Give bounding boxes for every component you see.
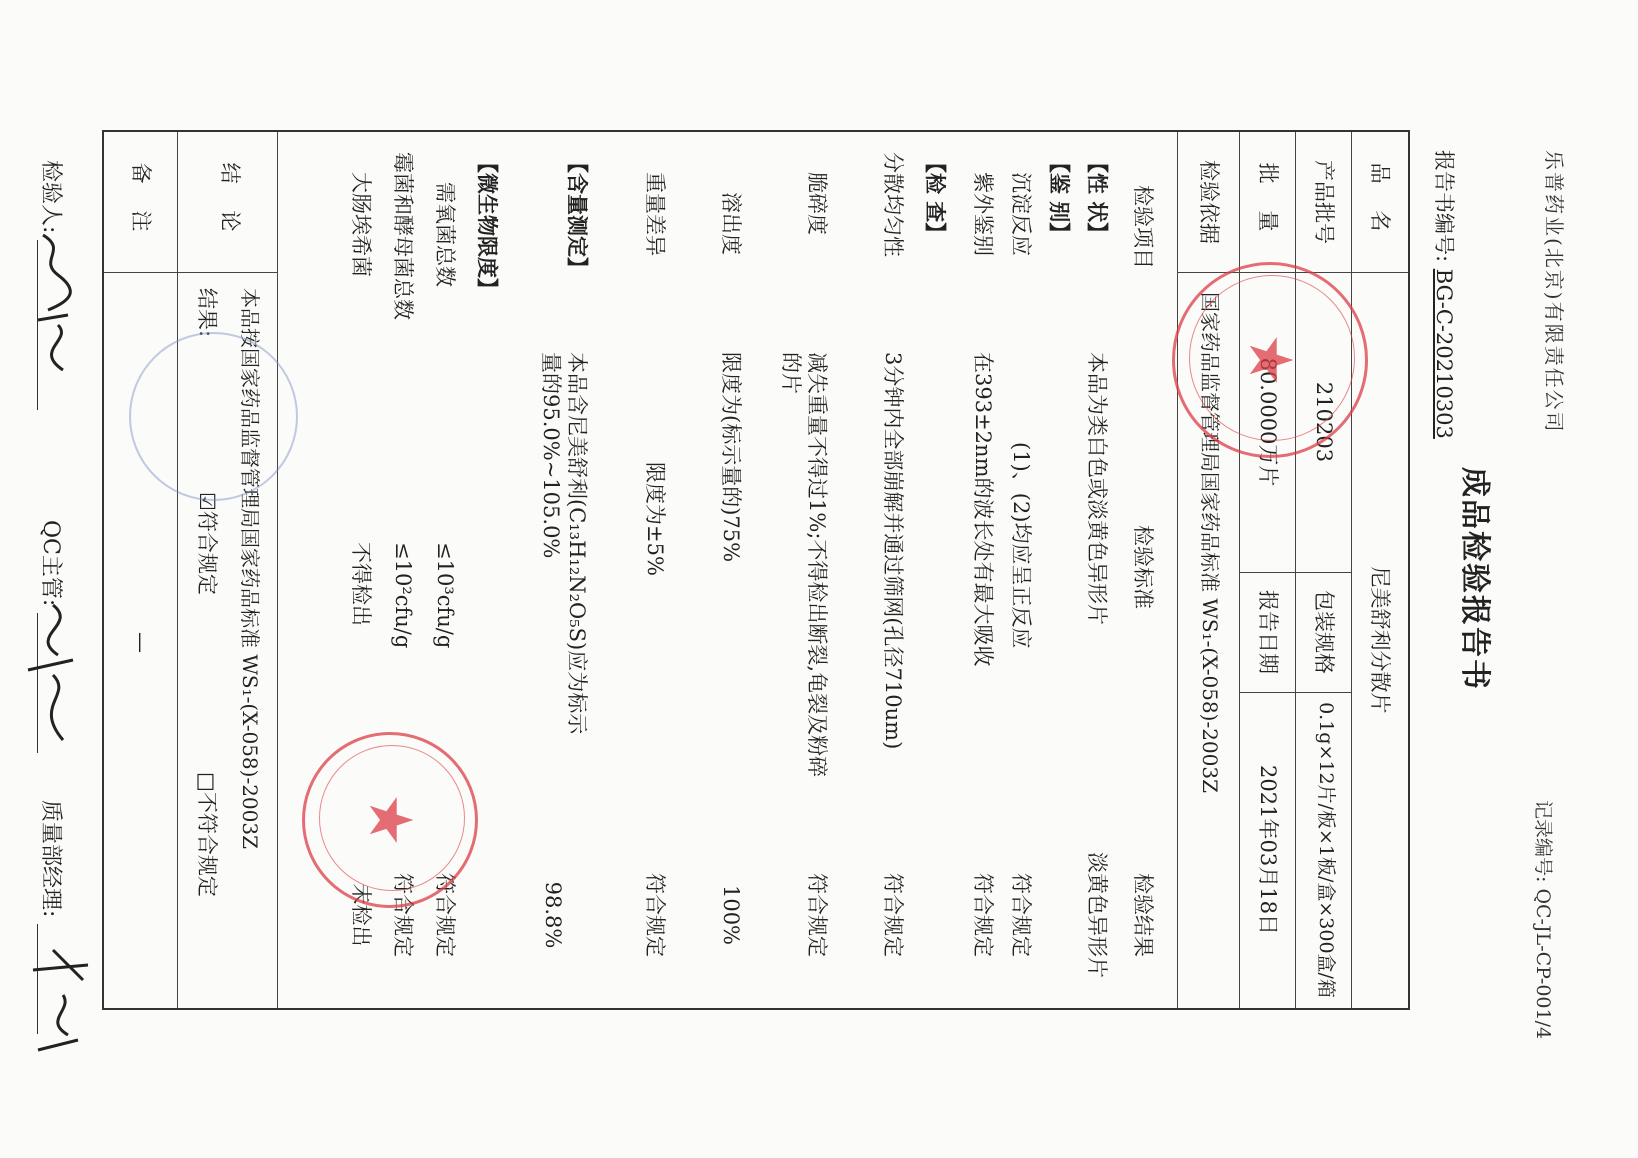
weight-variation-item: 重量差异	[643, 172, 667, 256]
precipitation-item: 沉淀反应	[1009, 172, 1033, 256]
basis-label: 检验依据	[1197, 160, 1221, 244]
mold-result: 符合规定	[391, 873, 415, 957]
qc-handwritten-signature	[23, 600, 83, 750]
not-comply-checkbox: □不符合规定	[195, 772, 219, 897]
inspection-basis: 国家药品监督管理局国家药品标准 WS₁-(X-058)-2003Z	[1198, 292, 1222, 794]
company-name: 乐普药业(北京)有限责任公司	[1542, 150, 1566, 434]
uv-item: 紫外鉴别	[971, 172, 995, 256]
character-result: 淡黄色异形片	[1085, 852, 1109, 978]
batch-no: 210203	[1312, 381, 1336, 463]
col-item-header: 检验项目	[1131, 185, 1155, 269]
product-name: 尼美舒利分散片	[1368, 566, 1392, 714]
quantity: 80.0000万片	[1256, 357, 1280, 487]
conclusion-label: 结 论	[218, 162, 242, 242]
company-seal-stamp	[302, 732, 478, 908]
quantity-label: 批 量	[1256, 162, 1280, 242]
inspector-handwritten-signature	[28, 230, 78, 380]
inspector-label: 检验人:	[38, 160, 63, 234]
package-label: 包装规格	[1312, 590, 1336, 674]
precipitation-result: 符合规定	[1009, 873, 1033, 957]
package-spec: 0.1g×12片/板×1板/盒×300盒/箱	[1315, 702, 1337, 998]
qc-supervisor-label: QC主管:	[38, 520, 63, 607]
aerobic-standard: ≤10³cfu/g	[433, 542, 457, 649]
friability-standard: 减失重量不得过1%;不得检出断裂,龟裂及粉碎的片	[778, 352, 829, 778]
assay-heading: 【含量测定】	[565, 152, 590, 278]
character-heading: 【性 状】	[1085, 152, 1110, 244]
remarks-label: 备 注	[129, 162, 153, 242]
product-name-label: 品 名	[1368, 162, 1392, 242]
remarks-value: —	[129, 632, 153, 653]
report-number-value: BG-C-20210303	[1432, 268, 1456, 439]
assay-standard: 本品含尼美舒利(C₁₃H₁₂N₂O₅S)应为标示量的95.0%~105.0%	[538, 352, 589, 735]
faint-blue-stamp	[129, 332, 298, 501]
check-heading: 【检 查】	[923, 152, 948, 244]
report-number	[1430, 150, 1460, 439]
col-result-header: 检验结果	[1131, 873, 1155, 957]
microbial-heading: 【微生物限度】	[475, 152, 500, 299]
character-standard: 本品为类白色或淡黄色异形片	[1085, 352, 1109, 625]
report-date: 2021年03月18日	[1256, 765, 1280, 935]
conclusion-text: 本品按国家药品监督管理局国家药品标准 WS₁-(X-058)-2003Z	[238, 288, 262, 850]
ecoli-result: 未检出	[349, 883, 373, 947]
conclusion-result-label: 结果:	[195, 288, 219, 338]
report-number-label: 报告书编号:	[1432, 150, 1456, 263]
uv-standard: 在393±2nm的波长处有最大吸收	[971, 352, 995, 667]
mold-standard: ≤10²cfu/g	[391, 542, 415, 649]
ecoli-standard: 不得检出	[349, 542, 373, 626]
mold-item: 霉菌和酵母菌总数	[391, 152, 415, 320]
dissolution-standard: 限度为(标示量的)75%	[719, 352, 743, 563]
dissolution-item: 溶出度	[719, 192, 743, 255]
batch-no-label: 产品批号	[1312, 160, 1336, 244]
star-icon: ★	[355, 793, 425, 847]
friability-item: 脆碎度	[805, 172, 829, 235]
dispersion-item: 分散均匀性	[881, 152, 905, 257]
identification-heading: 【鉴 别】	[1047, 152, 1072, 244]
aerobic-result: 符合规定	[433, 873, 457, 957]
ecoli-item: 大肠埃希菌	[349, 172, 373, 277]
report-table	[102, 130, 1410, 1010]
weight-variation-result: 符合规定	[643, 873, 667, 957]
friability-result: 符合规定	[805, 873, 829, 957]
inspection-seal-stamp	[1172, 262, 1368, 458]
report-date-label: 报告日期	[1256, 590, 1280, 674]
assay-result: 98.8%	[541, 881, 565, 949]
uv-result: 符合规定	[971, 873, 995, 957]
dispersion-standard: 3分钟内全部崩解并通过筛网(孔径710um)	[881, 352, 905, 750]
dissolution-result: 100%	[719, 884, 743, 946]
record-number: 记录编号: QC-JL-CP-001/4	[1532, 800, 1554, 1040]
qa-handwritten-signature	[23, 940, 93, 1060]
star-icon: ★	[1235, 333, 1305, 387]
page-title: 成品检验报告书	[1457, 467, 1492, 691]
precipitation-standard: (1)、(2)均应呈正反应	[1009, 442, 1033, 649]
col-standard-header: 检验标准	[1131, 525, 1155, 609]
comply-checkbox: ☑符合规定	[195, 492, 219, 595]
weight-variation-standard: 限度为±5%	[643, 462, 667, 576]
dispersion-result: 符合规定	[881, 873, 905, 957]
aerobic-item: 需氧菌总数	[433, 182, 457, 287]
qa-manager-label: 质量部经理:	[38, 800, 63, 918]
